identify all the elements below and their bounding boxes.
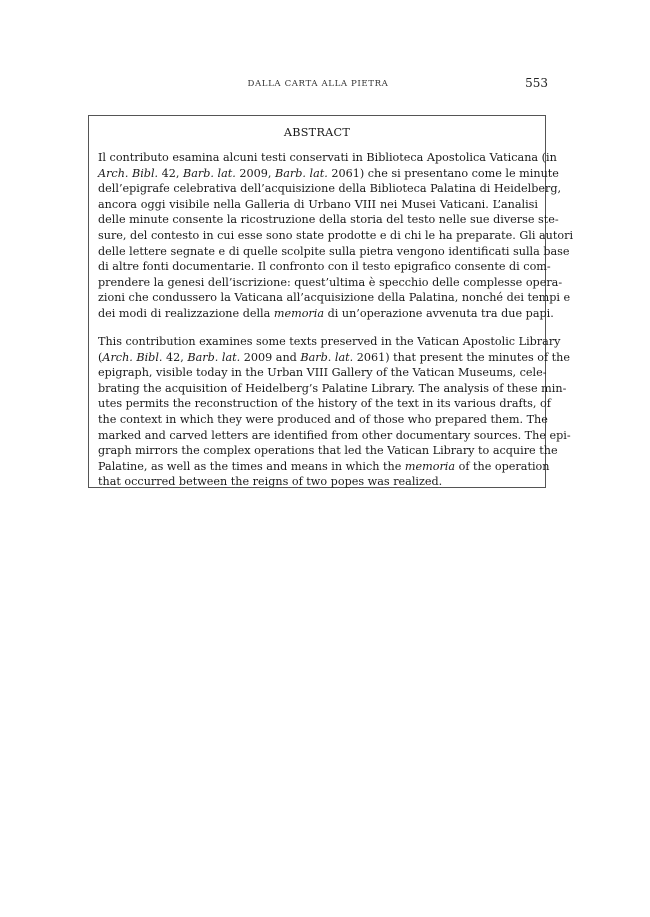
text-line: Arch. Bibl. 42, Barb. lat. 2009, Barb. lat. 2061) che si presentano come le minute	[98, 166, 559, 180]
text-line: brating the acquisition of Heidelberg’s Palatine Library. The analysis of these min-	[98, 381, 567, 395]
text-line: prendere la genesi dell’iscrizione: quest’ultima è specchio delle complesse opera-	[98, 275, 563, 289]
text-line: the context in which they were produced and of those who prepared them. The	[98, 412, 548, 426]
abstract-english-paragraph	[98, 334, 571, 490]
text-line: delle lettere segnate e di quelle scolpite sulla pietra vengono identificati sulla base	[98, 244, 570, 258]
text-line: marked and carved letters are identified from other documentary sources. The epi-	[98, 428, 571, 442]
text-line: zioni che condussero la Vaticana all’acquisizione della Palatina, nonché dei tempi e	[98, 291, 571, 305]
text-line: This contribution examines some texts preserved in the Vatican Apostolic Library	[98, 335, 561, 348]
text-line: ancora oggi visibile nella Galleria di Urbano VIII nei Musei Vaticani. L’analisi	[98, 197, 538, 211]
text-line: epigraph, visible today in the Urban VIII Gallery of the Vatican Museums, cele-	[98, 366, 547, 380]
text-line: utes permits the reconstruction of the history of the text in its various drafts, of	[98, 397, 551, 411]
abstract-heading: ABSTRACT	[283, 126, 351, 139]
text-line: graph mirrors the complex operations that led the Vatican Library to acquire the	[98, 444, 558, 458]
text-line: sure, del contesto in cui esse sono state prodotte e di chi le ha preparate. Gli autori	[98, 228, 574, 242]
text-line: that occurred between the reigns of two popes was realized.	[98, 475, 443, 489]
text-line: dei modi di realizzazione della memoria di un’operazione avvenuta tra due papi.	[98, 306, 554, 320]
text-line: dell’epigrafe celebrativa dell’acquisizione della Biblioteca Palatina di Heidelberg,	[98, 182, 562, 196]
text-line: Palatine, as well as the times and means in which the memoria of the operation	[98, 459, 550, 473]
running-head-title: DALLA CARTA ALLA PIETRA	[247, 79, 389, 89]
abstract-box	[88, 115, 574, 489]
page-number: 553	[525, 76, 548, 90]
text-line: Il contributo esamina alcuni testi conservati in Biblioteca Apostolica Vaticana (in	[98, 151, 557, 164]
text-line: di altre fonti documentarie. Il confronto con il testo epigrafico consente di com-	[98, 260, 551, 274]
text-line: (Arch. Bibl. 42, Barb. lat. 2009 and Barb. lat. 2061) that present the minutes of the	[98, 350, 570, 364]
text-line: delle minute consente la ricostruzione della storia del testo nelle sue diverse ste-	[98, 213, 559, 227]
abstract-italian-paragraph	[98, 150, 574, 322]
running-head	[88, 76, 548, 94]
